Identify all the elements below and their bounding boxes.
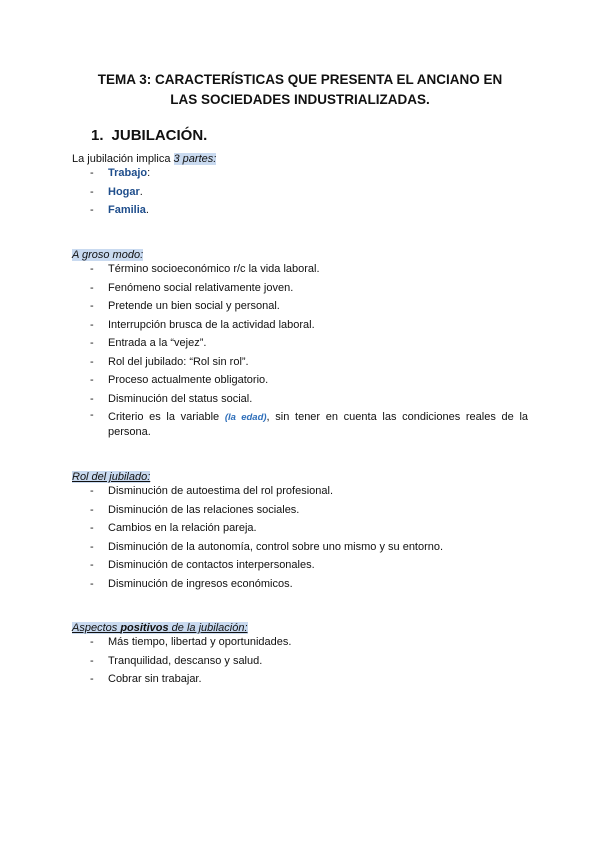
bullet-dash: - xyxy=(90,673,94,685)
bullet-dash: - xyxy=(90,355,94,368)
bullet-dash: - xyxy=(90,636,94,648)
list-item xyxy=(72,575,528,594)
positivos-heading-pre: Aspectos xyxy=(72,622,121,634)
list-item xyxy=(72,501,528,520)
list-item-text: Tranquilidad, descanso y salud. xyxy=(108,654,263,667)
bullet-dash: - xyxy=(90,559,94,571)
bullet-dash: - xyxy=(90,540,94,553)
list-item-text: Término socioeconómico r/c la vida laboral. xyxy=(108,263,320,275)
list-item xyxy=(72,538,528,557)
list-item-text: Interrupción brusca de la actividad laboral. xyxy=(108,318,315,331)
list-item xyxy=(72,652,528,671)
bullet-dash: - xyxy=(90,281,94,294)
positivos-heading-post: de la jubilación: xyxy=(168,622,248,634)
list-item xyxy=(72,371,528,390)
criterio-before: Criterio es la variable xyxy=(108,411,225,423)
title-line-1: TEMA 3: CARACTERÍSTICAS QUE PRESENTA EL ANCIANO EN xyxy=(97,72,503,87)
list-item xyxy=(72,164,528,183)
list-item-text: Disminución de la autonomía, control sobre uno mismo y su entorno. xyxy=(108,540,444,553)
list-item-text: Disminución de contactos interpersonales. xyxy=(108,559,315,571)
bullet-dash: - xyxy=(90,337,94,349)
list-item-text: Más tiempo, libertad y oportunidades. xyxy=(108,636,292,648)
section-number: 1. xyxy=(91,127,104,144)
groso-heading-text: A groso modo: xyxy=(72,249,144,261)
bullet-dash: - xyxy=(90,300,94,312)
bullet-dash: - xyxy=(90,654,94,667)
list-item xyxy=(72,334,528,353)
list-item-text: Proceso actualmente obligatorio. xyxy=(108,374,269,386)
list-item xyxy=(72,519,528,538)
parts-list xyxy=(72,164,528,220)
bullet-dash: - xyxy=(90,577,94,590)
list-item xyxy=(72,390,528,409)
groso-list xyxy=(72,260,528,440)
list-item-text: Disminución del status social. xyxy=(108,392,253,405)
bullet-dash: - xyxy=(90,392,94,405)
bullet-dash: - xyxy=(90,185,94,198)
list-item xyxy=(72,279,528,298)
part-suffix: : xyxy=(147,167,151,179)
list-item xyxy=(72,201,528,220)
list-item xyxy=(72,556,528,575)
bullet-dash: - xyxy=(90,374,94,386)
bullet-dash: - xyxy=(90,522,94,534)
list-item-text: Rol del jubilado: “Rol sin rol”. xyxy=(108,355,249,368)
bullet-dash: - xyxy=(90,263,94,275)
list-item xyxy=(72,353,528,372)
bullet-dash: - xyxy=(90,485,94,497)
title-line-2: LAS SOCIEDADES INDUSTRIALIZADAS. xyxy=(170,92,430,107)
part-label: Familia xyxy=(108,204,146,216)
part-suffix: . xyxy=(145,204,149,216)
list-item xyxy=(72,633,528,652)
list-item xyxy=(72,408,528,440)
bullet-dash: - xyxy=(90,167,94,179)
rol-list xyxy=(72,482,528,593)
list-item-text: Pretende un bien social y personal. xyxy=(108,300,280,312)
part-label: Hogar xyxy=(108,185,140,198)
criterio-note: (la edad) xyxy=(224,412,267,423)
list-item-text: Disminución de las relaciones sociales. xyxy=(108,503,300,516)
bullet-dash: - xyxy=(90,409,94,421)
list-item-text: Disminución de ingresos económicos. xyxy=(108,577,293,590)
intro-highlight: 3 partes: xyxy=(173,153,217,165)
bullet-dash: - xyxy=(90,204,94,216)
list-item xyxy=(72,260,528,279)
positivos-heading-bold: positivos xyxy=(120,622,169,634)
list-item xyxy=(72,297,528,316)
rol-heading-text: Rol del jubilado: xyxy=(72,471,151,483)
list-item xyxy=(72,183,528,202)
part-suffix: . xyxy=(139,185,143,198)
list-item xyxy=(72,316,528,335)
criterio-after: , sin tener en cuenta las condiciones reales de la persona. xyxy=(108,411,529,438)
part-label: Trabajo xyxy=(108,167,148,179)
list-item xyxy=(72,482,528,501)
bullet-dash: - xyxy=(90,318,94,331)
list-item-text: Cambios en la relación pareja. xyxy=(108,522,257,534)
intro-text: La jubilación implica xyxy=(72,153,174,165)
list-item-text: Entrada a la “vejez”. xyxy=(108,337,207,349)
list-item xyxy=(72,670,528,689)
list-item-text: Cobrar sin trabajar. xyxy=(108,673,202,685)
section-title: JUBILACIÓN. xyxy=(111,127,208,144)
list-item-text: Disminución de autoestima del rol profesional. xyxy=(108,485,334,497)
section-heading-jubilacion xyxy=(91,127,207,144)
positivos-list xyxy=(72,633,528,689)
bullet-dash: - xyxy=(90,503,94,516)
list-item-text: Fenómeno social relativamente joven. xyxy=(108,281,294,294)
document-title xyxy=(60,70,540,110)
